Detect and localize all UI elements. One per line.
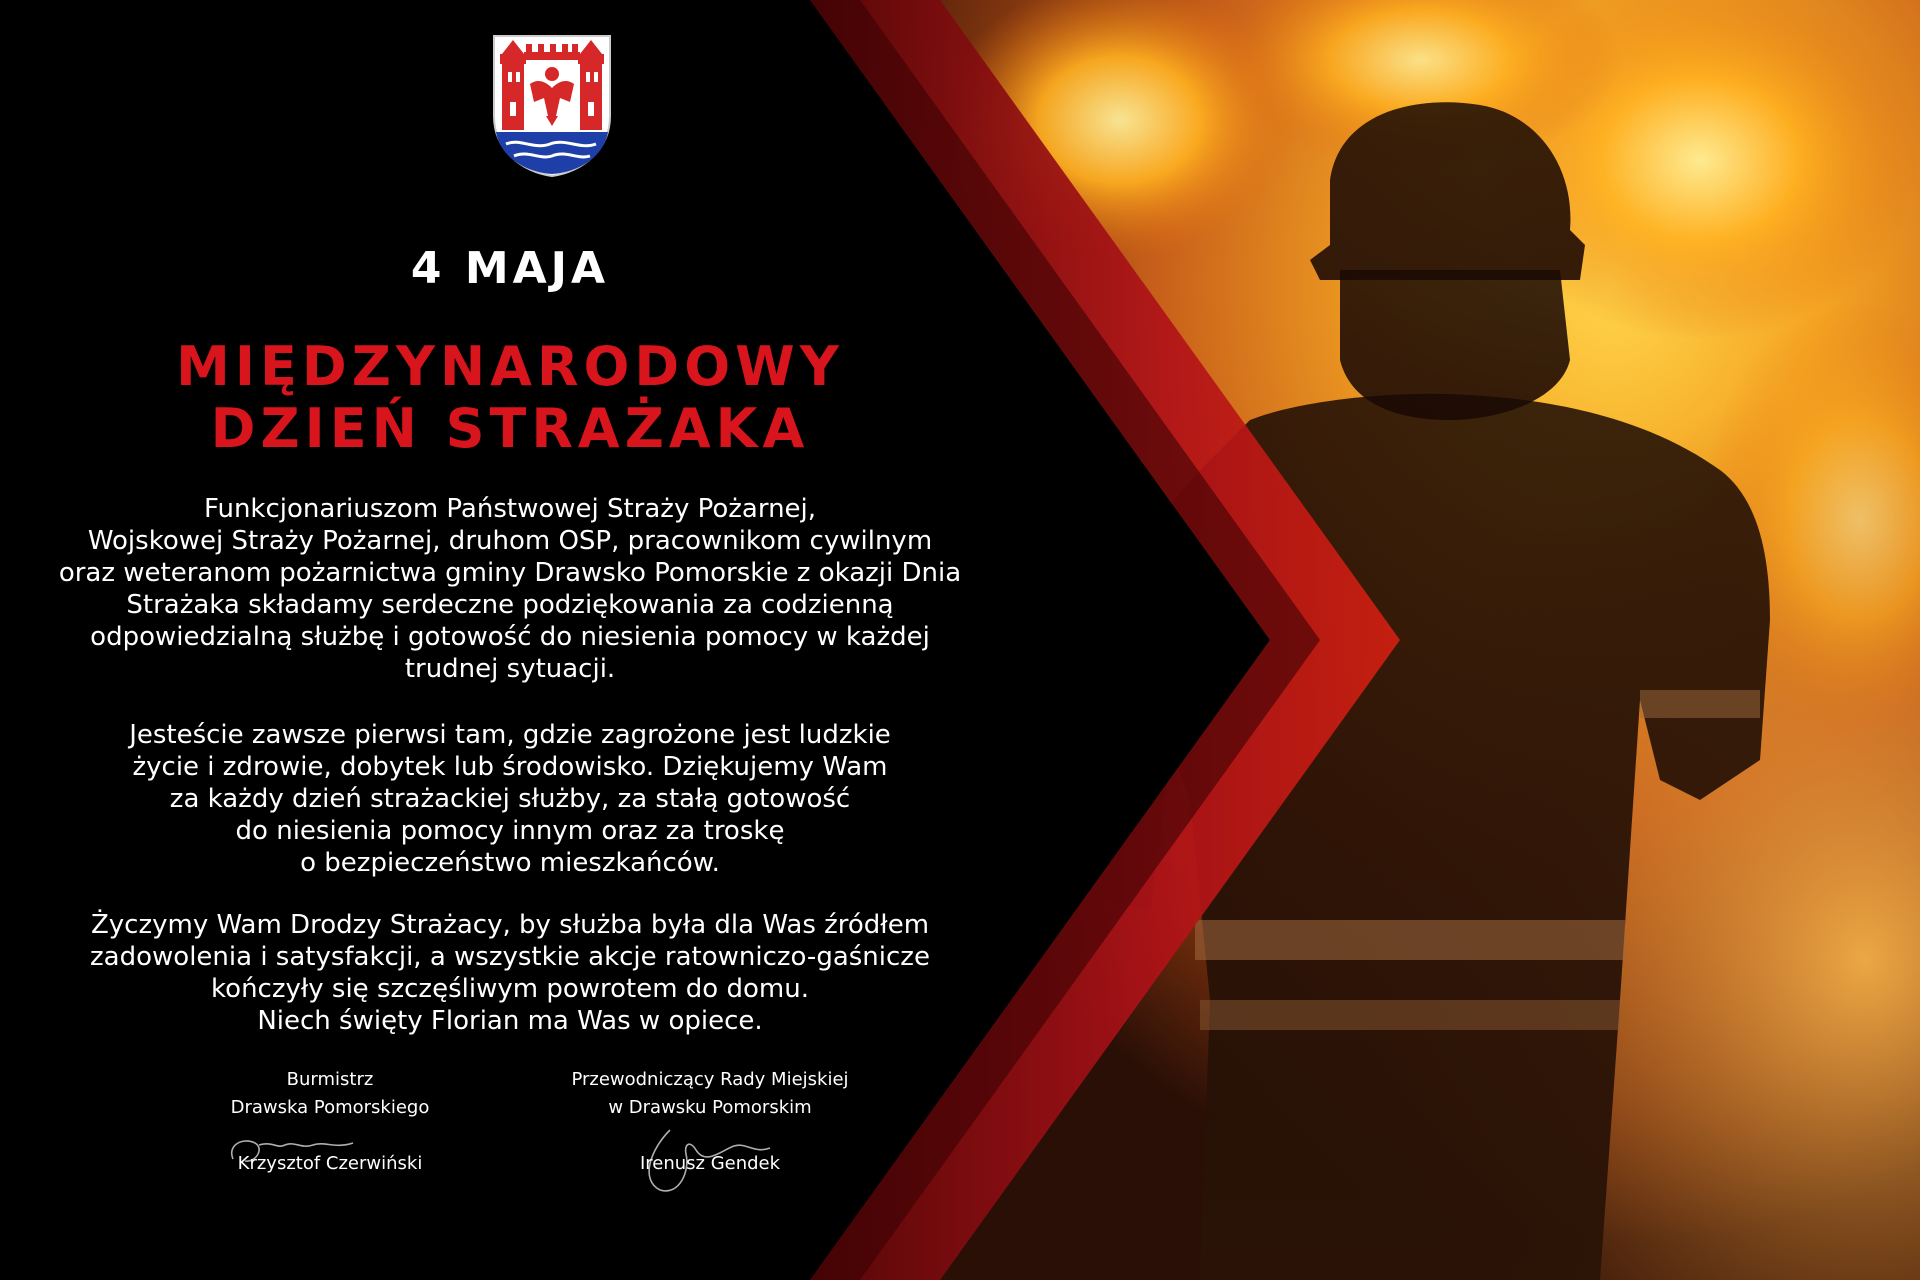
text-line: Strażaka składamy serdeczne podziękowania za codzienną [126, 590, 894, 620]
text-line: do niesienia pomocy innym oraz za troskę [235, 816, 785, 846]
title-line: DZIEŃ STRAŻAKA [210, 397, 810, 460]
text-line: Funkcjonariuszom Państwowej Straży Pożarnej, [203, 494, 817, 524]
signature-role: Przewodniczący Rady Miejskiej [571, 1069, 849, 1090]
text-line: oraz weteranom pożarnictwa gminy Drawsko Pomorskie z okazji Dnia [58, 558, 962, 588]
date-heading: 4 MAJA [410, 243, 610, 294]
text-line: za każdy dzień strażackiej służby, za stałą gotowość [169, 784, 851, 814]
text-line: Jesteście zawsze pierwsi tam, gdzie zagrożone jest ludzkie [129, 720, 891, 750]
text-line: Życzymy Wam Drodzy Strażacy, by służba była dla Was źródłem [90, 910, 930, 940]
text-line: o bezpieczeństwo mieszkańców. [300, 848, 720, 878]
message-column [40, 0, 980, 1280]
signature-name: Krzysztof Czerwiński [237, 1153, 423, 1174]
drawsko-pomorskie-coat-of-arms-icon [490, 32, 614, 178]
signature-block-mayor [180, 1066, 480, 1178]
text-line: zadowolenia i satysfakcji, a wszystkie akcje ratowniczo-gaśnicze [90, 942, 930, 972]
greeting-paragraph-2 [40, 719, 980, 879]
text-line: odpowiedzialną służbę i gotowość do niesienia pomocy w każdej [90, 622, 930, 652]
text-line: kończyły się szczęśliwym powrotem do domu. [211, 974, 809, 1004]
signature-role: Drawska Pomorskiego [230, 1097, 430, 1118]
text-line: Wojskowej Straży Pożarnej, druhom OSP, pracownikom cywilnym [87, 526, 933, 556]
page-title [40, 336, 980, 460]
text-line: Niech święty Florian ma Was w opiece. [257, 1006, 763, 1036]
signature-block-council-chair [530, 1066, 890, 1178]
signature-name: Irenusz Gendek [639, 1153, 781, 1174]
greeting-paragraph-3 [40, 909, 980, 1037]
text-line: trudnej sytuacji. [404, 654, 616, 684]
title-line: MIĘDZYNARODOWY [176, 335, 844, 398]
signature-role: w Drawsku Pomorskim [608, 1097, 812, 1118]
signature-role: Burmistrz [286, 1069, 374, 1090]
greeting-paragraph-1 [40, 493, 980, 685]
text-line: życie i zdrowie, dobytek lub środowisko. Dziękujemy Wam [132, 752, 888, 782]
